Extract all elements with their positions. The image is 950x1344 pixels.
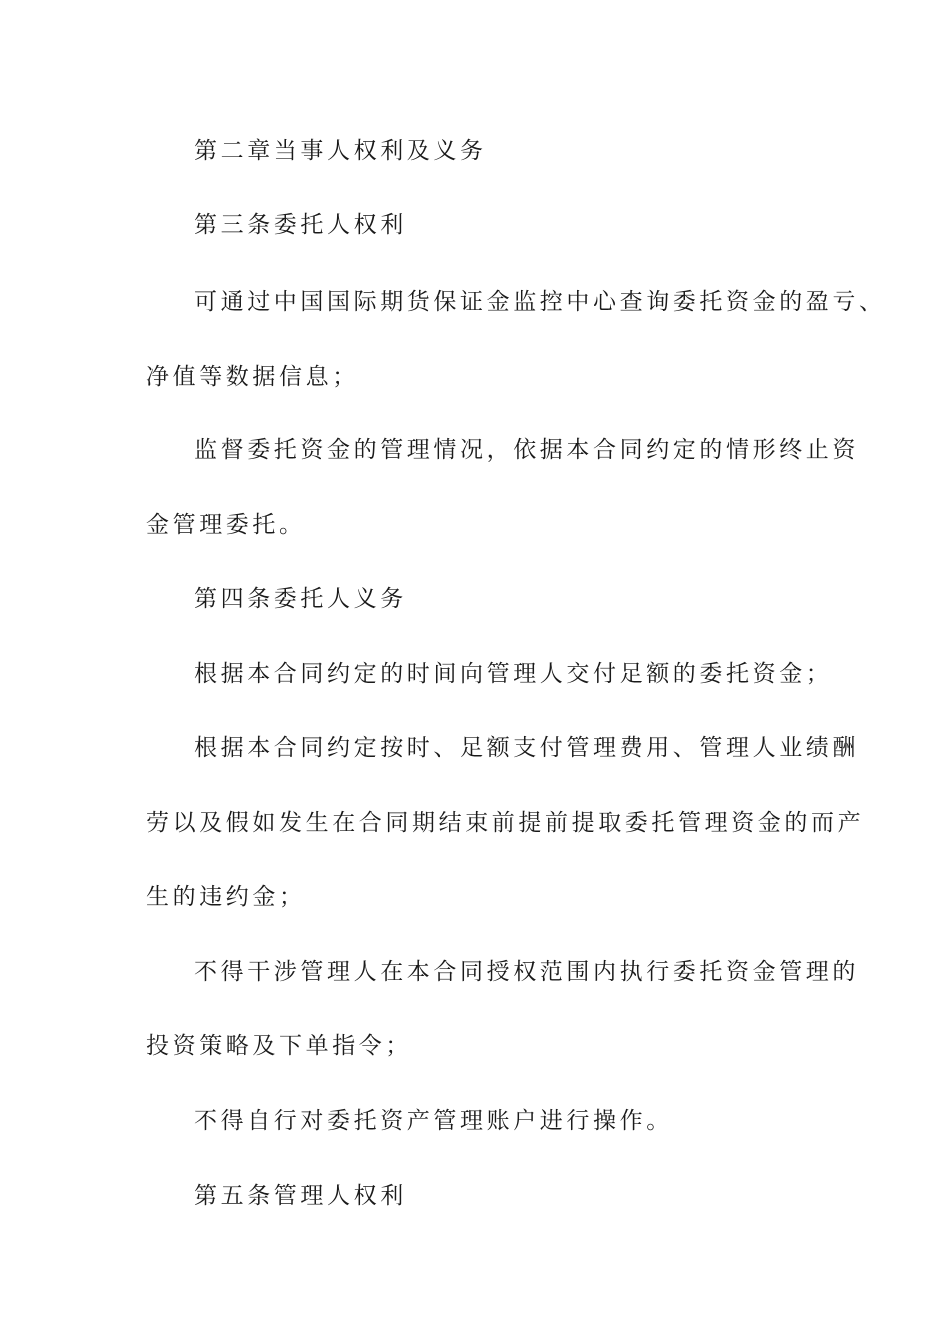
paragraph-line: 监督委托资金的管理情况，依据本合同约定的情形终止资 xyxy=(194,437,859,463)
paragraph-line: 净值等数据信息； xyxy=(146,364,359,390)
chapter-heading: 第二章当事人权利及义务 xyxy=(194,138,487,164)
paragraph-line: 金管理委托。 xyxy=(146,512,306,538)
article-heading-5: 第五条管理人权利 xyxy=(194,1183,407,1209)
paragraph-line: 根据本合同约定按时、足额支付管理费用、管理人业绩酬 xyxy=(194,735,859,761)
article-heading-4: 第四条委托人义务 xyxy=(194,586,407,612)
paragraph-line: 投资策略及下单指令； xyxy=(146,1033,412,1059)
paragraph-line: 不得干涉管理人在本合同授权范围内执行委托资金管理的 xyxy=(194,959,859,985)
paragraph-line: 生的违约金； xyxy=(146,884,306,910)
paragraph-line: 不得自行对委托资产管理账户进行操作。 xyxy=(194,1108,673,1134)
paragraph-line: 劳以及假如发生在合同期结束前提前提取委托管理资金的而产 xyxy=(146,810,865,836)
paragraph-line: 根据本合同约定的时间向管理人交付足额的委托资金； xyxy=(194,661,833,687)
article-heading-3: 第三条委托人权利 xyxy=(194,212,407,238)
paragraph-line: 可通过中国国际期货保证金监控中心查询委托资金的盈亏、 xyxy=(194,289,886,315)
